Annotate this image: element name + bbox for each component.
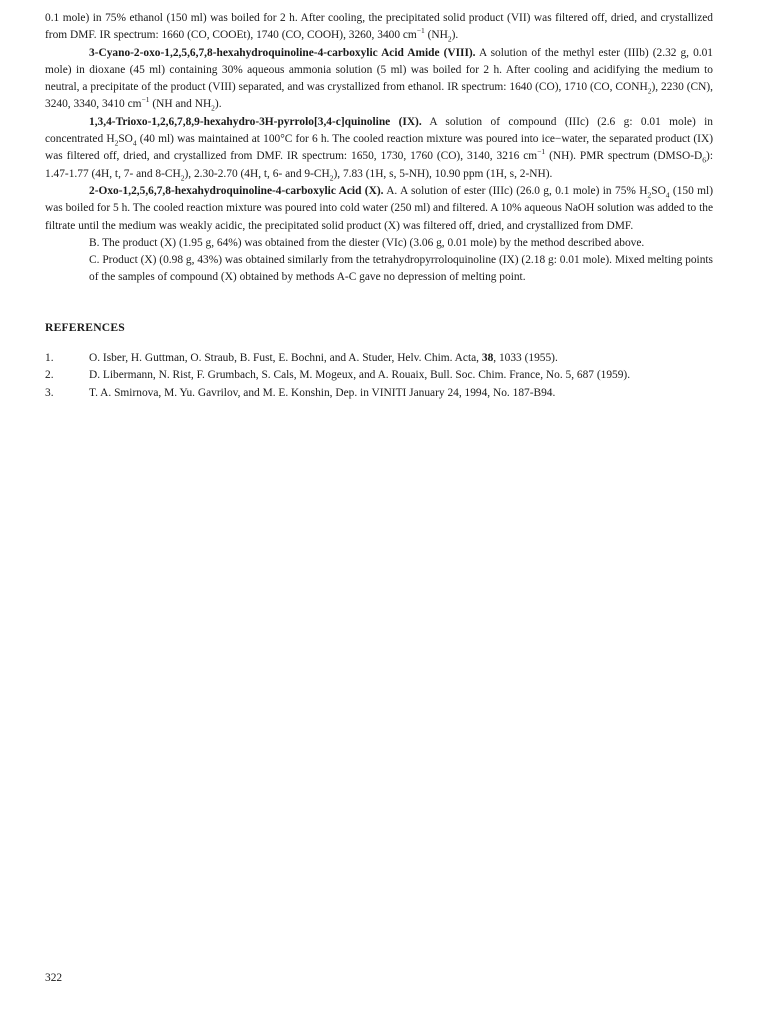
volume-number: 38 [481, 352, 494, 365]
reference-text: T. A. Smirnova, M. Yu. Gavrilov, and M. E. Konshin, Dep. in VINITI January 24, 1994, No. 187-B94. [89, 386, 556, 399]
paragraph-compound-viii [45, 45, 713, 114]
text-run: A. A solution of ester (IIIc) (26.0 g, 0.1 mole) in 75% H [383, 184, 648, 197]
text-run: ). [214, 98, 222, 111]
superscript: −1 [537, 147, 546, 157]
subscript: 2 [114, 138, 119, 148]
text-run: SO [118, 133, 133, 146]
reference-item [45, 350, 713, 367]
reference-number: 2. [45, 369, 54, 382]
text-run: (NH [424, 29, 448, 42]
subscript: 2 [180, 172, 185, 182]
text-run: ), 7.83 (1H, s, 5-NH), 10.90 ppm (1H, s, 2-NH). [333, 167, 553, 180]
text-run: ). [451, 29, 459, 42]
text-run: ), 2230 (CN), 3240, 3340, 3410 cm [45, 81, 714, 111]
text-run: 0.1 mole) in 75% ethanol (150 ml) was boiled for 2 h. After cooling, the precipitated solid product (VII) was filtered off, dried, and crystallized from DMF. IR spectrum: 1660 (CO, COOEt), 1740 (CO, COOH), 3260, 3400 cm [45, 12, 713, 42]
text-run: A solution of the methyl ester (IIIb) (2.32 g, 0.01 mole) in dioxane (45 ml) containing 30% aqueous ammonia solution (5 ml) was boiled for 2 h. After cooling and acidifying the medium to neutral, a precipitate of the product (VIII) separated, and was crystallized from ethanol. IR spectrum: 1640 (CO), 1710 (CO, CONH [45, 46, 714, 94]
text-run: (NH). PMR spectrum (DMSO-D [545, 150, 703, 163]
subscript: 6 [702, 155, 707, 165]
subscript: 4 [665, 190, 670, 200]
page-number: 322 [45, 972, 63, 984]
reference-item [45, 385, 713, 402]
reference-text [89, 350, 713, 367]
superscript: −1 [416, 26, 425, 36]
text-run: (150 ml) was boiled for 5 h. The cooled reaction mixture was poured into cold water (250 ml) and filtered. A 10% aqueous NaOH solution was added to the filtrate until the medium was weakly acidic, the precipitated solid product (X) was filtered off, dried, and crystallized from DMF. [45, 184, 713, 232]
paragraph-compound-ix [45, 114, 713, 183]
paragraph-method-c [45, 252, 713, 287]
text-run: SO [651, 184, 666, 197]
subscript: 2 [211, 103, 215, 113]
text-run: B. The product (X) (1.95 g, 64%) was obtained from the diester (VIc) (3.06 g, 0.01 mole) by the method described above. [89, 236, 645, 249]
text-run: ): 1.47-1.77 (4H, t, 7- and 8-CH [45, 150, 713, 180]
document-page [45, 10, 713, 402]
paragraph-compound-x [45, 183, 713, 235]
compound-heading: 3-Cyano-2-oxo-1,2,5,6,7,8-hexahydroquinoline-4-carboxylic Acid Amide (VIII). [89, 46, 476, 59]
reference-item [45, 367, 713, 384]
text-run: , 1033 (1955). [493, 352, 558, 365]
paragraph-continuation [45, 10, 713, 45]
compound-heading: 2-Oxo-1,2,5,6,7,8-hexahydroquinoline-4-carboxylic Acid (X). [89, 184, 384, 197]
text-run: (40 ml) was maintained at 100°C for 6 h. The cooled reaction mixture was poured into ice−water, the separated product (IX) was filtered off, dried, and crystallized from DMF. IR spectrum: 1650, 1730, 1760 (CO), 3140, 3216 cm [45, 133, 713, 163]
reference-text: D. Libermann, N. Rist, F. Grumbach, S. Cals, M. Mogeux, and A. Rouaix, Bull. Soc. Chim. France, No. 5, 687 (1959). [89, 369, 631, 382]
subscript: 4 [132, 138, 137, 148]
subscript: 2 [647, 86, 652, 96]
text-run: C. Product (X) (0.98 g, 43%) was obtained similarly from the tetrahydropyrroloquinoline (IX) (2.18 g: 0.01 mole). Mixed melting points of the samples of compound (X) obtained by methods A-C gave no depression of melting point. [89, 254, 713, 284]
text-run: (NH and NH [149, 98, 212, 111]
subscript: 2 [329, 172, 334, 182]
references-heading: REFERENCES [45, 320, 125, 334]
references-list [45, 350, 713, 402]
subscript: 2 [447, 34, 452, 44]
compound-heading: 1,3,4-Trioxo-1,2,6,7,8,9-hexahydro-3H-pyrrolo[3,4-c]quinoline (IX). [89, 115, 422, 128]
text-run: A solution of compound (IIIc) (2.6 g: 0.01 mole) in concentrated H [45, 115, 713, 146]
paragraph-method-b [45, 235, 713, 252]
text-run: ), 2.30-2.70 (4H, t, 6- and 9-CH [184, 167, 330, 180]
text-run: O. Isber, H. Guttman, O. Straub, B. Fust, E. Bochni, and A. Studer, Helv. Chim. Acta, [89, 352, 482, 365]
reference-number: 3. [45, 386, 54, 399]
reference-number: 1. [45, 352, 54, 365]
superscript: −1 [141, 95, 150, 105]
subscript: 2 [647, 190, 652, 200]
